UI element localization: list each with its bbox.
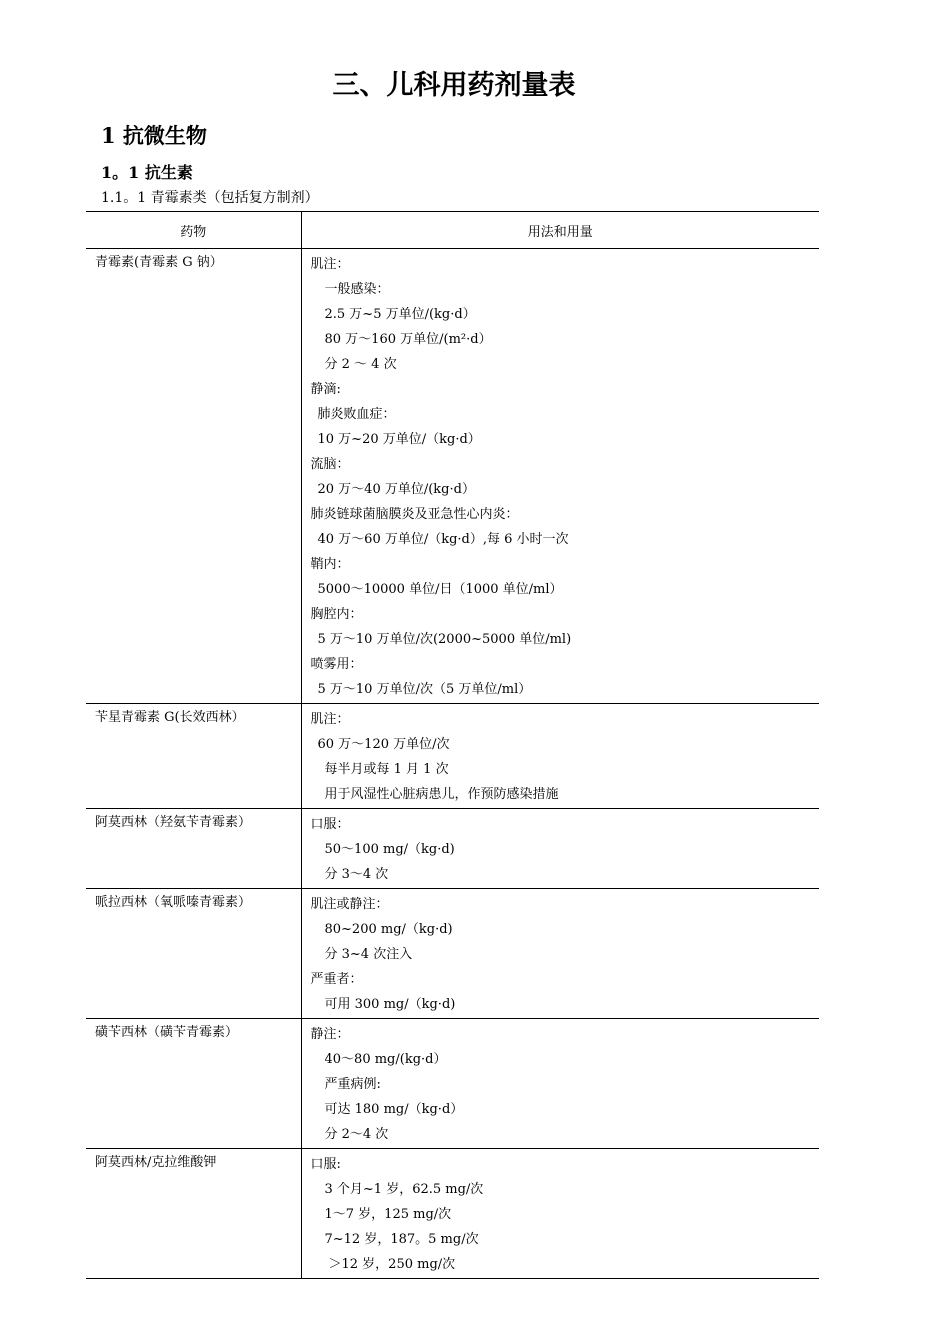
usage-line: 肺炎败血症： [317, 407, 396, 422]
usage-line: 严重者： [310, 972, 363, 987]
drug-name-cell: 阿莫西林/克拉维酸钾 [86, 1149, 301, 1279]
drug-name-cell: 磺苄西林（磺苄青霉素） [86, 1019, 301, 1149]
subsubsection-heading: 1.1。1 青霉素类（包括复方制剂） [101, 190, 319, 206]
usage-line: 可达 180 mg/（kg·d） [324, 1102, 464, 1117]
usage-line: 5 万～10 万单位/次(2000~5000 单位/ml) [317, 632, 572, 647]
usage-line: 50～100 mg/（kg·d) [324, 842, 455, 857]
usage-line: 5000～10000 单位/日（1000 单位/ml） [317, 582, 563, 597]
usage-line: 口服: [310, 1157, 341, 1172]
usage-line: 胸腔内： [310, 607, 363, 622]
usage-line: 鞘内： [310, 557, 350, 572]
usage-cell [301, 249, 819, 704]
subsection-heading: 1。1 抗生素 [101, 163, 193, 182]
usage-line: 40～80 mg/(kg·d） [324, 1052, 447, 1067]
usage-line: 肺炎链球菌脑膜炎及亚急性心内炎： [310, 507, 519, 522]
dosage-table [86, 211, 819, 1279]
drug-name-cell: 苄星青霉素 G(长效西林） [86, 704, 301, 809]
usage-line: 喷雾用： [310, 657, 363, 672]
usage-line: 10 万~20 万单位/（kg·d） [317, 432, 481, 447]
table-row [86, 809, 819, 889]
drug-name-cell: 哌拉西林（氧哌嗪青霉素） [86, 889, 301, 1019]
usage-line: ＞12 岁，250 mg/次 [328, 1257, 456, 1272]
usage-line: 静注： [310, 1027, 350, 1042]
usage-line: 分 3～4 次 [324, 867, 389, 882]
page-title: 三、儿科用药剂量表 [332, 70, 576, 101]
section-heading: 1 抗微生物 [101, 123, 207, 148]
header-usage: 用法和用量 [301, 212, 819, 249]
usage-line: 分 2～4 次 [324, 1127, 389, 1142]
usage-line: 2.5 万~5 万单位/(kg·d） [324, 307, 476, 322]
usage-line: 40 万～60 万单位/（kg·d）,每 6 小时一次 [317, 532, 569, 547]
usage-line: 用于风湿性心脏病患儿，作预防感染措施 [324, 787, 559, 802]
usage-line: 60 万～120 万单位/次 [317, 737, 450, 752]
usage-line: 肌注： [310, 712, 350, 727]
usage-cell [301, 809, 819, 889]
usage-line: 80 万～160 万单位/(m²·d） [324, 332, 492, 347]
table-header-row [86, 212, 819, 249]
usage-line: 可用 300 mg/（kg·d) [324, 997, 456, 1012]
usage-line: 分 3~4 次注入 [324, 947, 413, 962]
usage-line: 80~200 mg/（kg·d) [324, 922, 453, 937]
usage-line: 3 个月~1 岁，62.5 mg/次 [324, 1182, 484, 1197]
table-row [86, 1149, 819, 1279]
usage-line: 1～7 岁，125 mg/次 [324, 1207, 452, 1222]
usage-cell [301, 1149, 819, 1279]
usage-line: 7~12 岁，187。5 mg/次 [324, 1232, 479, 1247]
usage-line: 严重病例: [324, 1077, 381, 1092]
usage-line: 静滴: [310, 382, 341, 397]
table-row [86, 1019, 819, 1149]
usage-line: 口服： [310, 817, 350, 832]
usage-line: 一般感染： [324, 282, 390, 297]
usage-cell [301, 889, 819, 1019]
table-row [86, 704, 819, 809]
usage-line: 肌注： [310, 257, 350, 272]
table-row [86, 889, 819, 1019]
usage-line: 流脑： [310, 457, 350, 472]
table-row [86, 249, 819, 704]
usage-line: 5 万～10 万单位/次（5 万单位/ml） [317, 682, 532, 697]
header-drug: 药物 [86, 212, 301, 249]
usage-line: 20 万～40 万单位/(kg·d） [317, 482, 475, 497]
usage-cell [301, 1019, 819, 1149]
usage-line: 肌注或静注： [310, 897, 389, 912]
drug-name-cell: 青霉素(青霉素 G 钠） [86, 249, 301, 704]
drug-name-cell: 阿莫西林（羟氨苄青霉素） [86, 809, 301, 889]
usage-line: 每半月或每 1 月 1 次 [324, 762, 449, 777]
usage-line: 分 2 ～ 4 次 [324, 357, 397, 372]
usage-cell [301, 704, 819, 809]
